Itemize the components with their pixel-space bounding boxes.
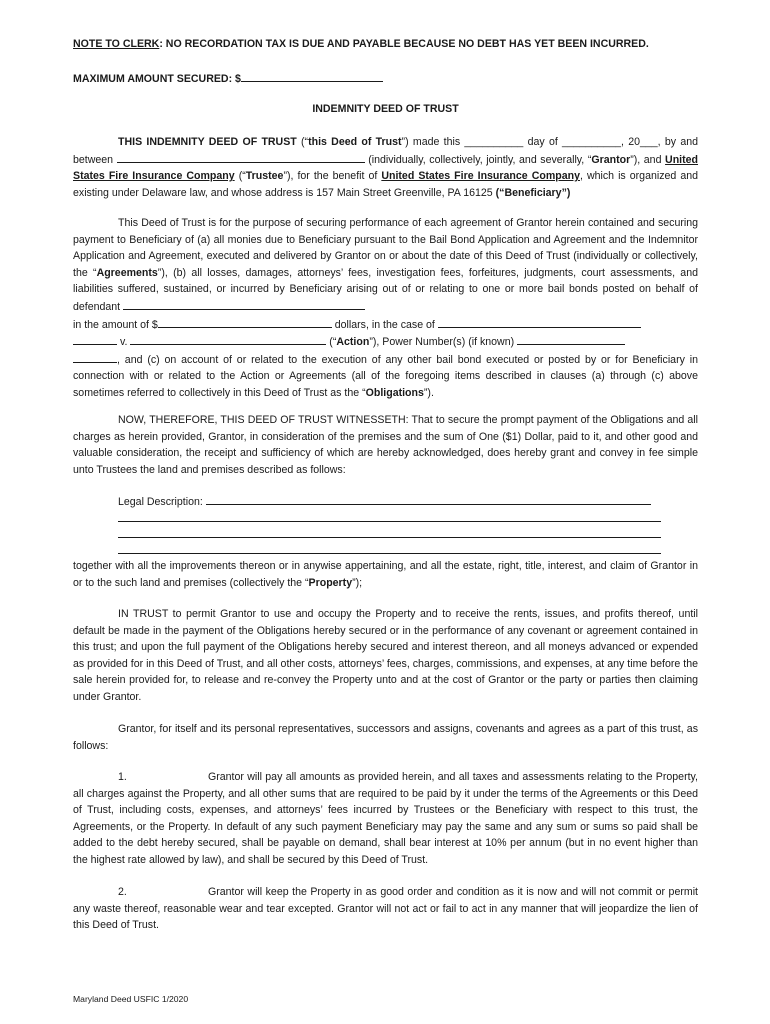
in-trust-paragraph	[73, 606, 698, 706]
note-to-clerk	[73, 36, 698, 53]
purpose-paragraph	[73, 215, 698, 402]
covenants-intro	[73, 721, 698, 754]
purpose-agreements: Agreements	[96, 266, 158, 279]
purpose-text-2: ”), (b) all losses, damages, attorneys’ fees, investigation fees, forfeitures, judgments, court assessments, and liabilities suffered, sustained, or incurred by Beneficiary arising out of or relating to one or more bail bonds posted on behalf of defendant	[73, 266, 698, 313]
covenant-item	[73, 884, 698, 934]
dollars-text: dollars, in the case of	[331, 318, 435, 331]
intro-text-7: , which is organized and existing under Delaware law, and whose address is 157 Main Street Greenville, PA 16125	[73, 170, 699, 199]
together-paragraph	[73, 558, 698, 591]
max-amount-label: MAXIMUM AMOUNT SECURED: $	[73, 73, 241, 85]
beneficiary-name: United States Fire Insurance Company	[381, 170, 580, 183]
in-trust-text: IN TRUST to permit Grantor to use and occupy the Property and to receive the rents, issues, and profits thereof, until default be made in the payment of the Obligations hereby secured or in the performance of any covenant or agreement contained in this trust; and upon the full payment of the Obligations hereby secured and interest thereon, and all moneys advanced or expended as provided for in this Deed of Trust, and all other costs, attorneys’ fees, charges, commissions, and expenses, at any time before the sale herein provided for, to release and re-convey the Property unto and at the cost of Grantor or the party or parties then claiming under Grantor.	[73, 608, 698, 703]
title-text: INDEMNITY DEED OF TRUST	[312, 103, 459, 115]
power-number-blank-2	[73, 351, 117, 363]
covenant-text: Grantor will pay all amounts as provided herein, and all taxes and assessments relating to the Property, all charges against the Property, and all other sums that are required to be paid by it under the terms of the Agreements or this Deed of Trust, including costs, expenses, and attorneys’ fees incurred by Trustees or the Beneficiary with respect to this trust, the Agreements, or the Property. In default of any such payment Beneficiary may pay the same and any sum or sums so paid shall be added to the debt hereby secured, shall be payable on demand, shall bear interest at 10% per annum (but in no event higher than the highest rate allowed by law), and shall be secured by this Deed of Trust.	[73, 771, 698, 866]
case-plaintiff-blank-2	[73, 333, 117, 345]
intro-text-6: ”), for the benefit of	[283, 170, 382, 183]
intro-trustee: Trustee	[245, 170, 284, 183]
maximum-amount	[73, 70, 698, 88]
witnesseth-paragraph	[73, 412, 698, 478]
intro-text-5: (“	[234, 170, 246, 183]
note-text: : NO RECORDATION TAX IS DUE AND PAYABLE BECAUSE NO DEBT HAS YET BEEN INCURRED.	[159, 38, 649, 50]
amount-label: in the amount of $	[73, 318, 158, 331]
legal-description	[73, 493, 698, 511]
max-amount-blank	[241, 70, 383, 82]
legal-description-line-3	[118, 537, 661, 538]
legal-description-line-2	[118, 521, 661, 522]
intro-paragraph	[73, 134, 698, 201]
purpose-obligations: Obligations	[365, 386, 424, 399]
legal-description-line-4	[118, 553, 661, 554]
grantor-name-blank	[117, 151, 365, 163]
together-end: ”);	[352, 576, 363, 589]
trustee-name: United States Fire Insurance Company	[73, 153, 699, 183]
page-footer: Maryland Deed USFIC 1/2020	[73, 994, 189, 1004]
purpose-action: Action	[336, 336, 370, 349]
intro-this-deed: this Deed of Trust	[308, 136, 402, 148]
witnesseth-text: NOW, THEREFORE, THIS DEED OF TRUST WITNESSETH: That to secure the prompt payment of the Obligations and all charges as herein provided, Grantor, in consideration of the premises and the sum of One ($1) Dollar, paid to it, and other good and valuable consideration, the receipt and sufficiency of which are hereby acknowledged, does hereby grant and convey in fee simple unto Trustees the land and premises described as follows:	[73, 414, 698, 476]
intro-lead: THIS INDEMNITY DEED OF TRUST	[118, 136, 297, 148]
together-text: together with all the improvements thereon or in anywise appertaining, and all the estate, right, title, interest, and claim of Grantor in or to the such land and premises (collectively the “	[73, 560, 698, 589]
defendant-blank	[123, 298, 365, 310]
note-label: NOTE TO CLERK	[73, 38, 160, 50]
action-pre: (“	[326, 336, 337, 349]
case-defendant-blank	[130, 333, 326, 345]
legal-description-blank	[206, 493, 651, 505]
legal-description-label: Legal Description:	[118, 496, 206, 508]
purpose-text-3: , and (c) on account of or related to the execution of any other bail bond executed or posted by or for Beneficiary in connection with or related to the Action or Agreements (all of the foregoing items described in clauses (a) through (c) above sometimes referred to collectively in this Deed of Trust as the “	[73, 353, 698, 399]
covenant-item	[73, 769, 698, 869]
power-number-label: ”), Power Number(s) (if known)	[369, 336, 518, 349]
covenant-number: 2.	[118, 886, 127, 898]
intro-beneficiary: (“Beneficiary”)	[495, 186, 571, 199]
purpose-text-4: ”).	[423, 386, 434, 399]
intro-text-4: ”), and	[630, 153, 666, 166]
power-number-blank	[517, 333, 625, 345]
purpose-text-1: This Deed of Trust is for the purpose of securing performance of each agreement of Grantor herein contained and securing payment to Beneficiary of (a) all monies due to Beneficiary pursuant to the Bail Bond Application and Agreement and the Indemnitor Application and Agreement, executed and delivered by Grantor on or about the date of this Deed of Trust (individually or collectively, the “	[73, 217, 698, 279]
intro-text-1: (“	[296, 136, 309, 148]
covenant-number: 1.	[118, 771, 127, 783]
covenants-intro-text: Grantor, for itself and its personal representatives, successors and assigns, covenants and agrees as a part of this trust, as follows:	[73, 723, 698, 752]
intro-text-2: ”) made this __________ day of __________, 20___, by and between	[73, 136, 698, 166]
intro-text-3: (individually, collectively, jointly, and severally, “	[364, 153, 592, 166]
versus-text: v.	[117, 336, 131, 349]
case-plaintiff-blank	[438, 316, 641, 328]
together-property: Property	[308, 576, 353, 589]
amount-blank	[158, 316, 332, 328]
intro-grantor: Grantor	[591, 153, 631, 166]
page-title	[73, 101, 698, 118]
covenant-text: Grantor will keep the Property in as good order and condition as it is now and will not commit or permit any waste thereof, reasonable wear and tear excepted. Grantor will not act or fail to act in any manner that will jeopardize the lien of this Deed of Trust.	[73, 886, 698, 932]
